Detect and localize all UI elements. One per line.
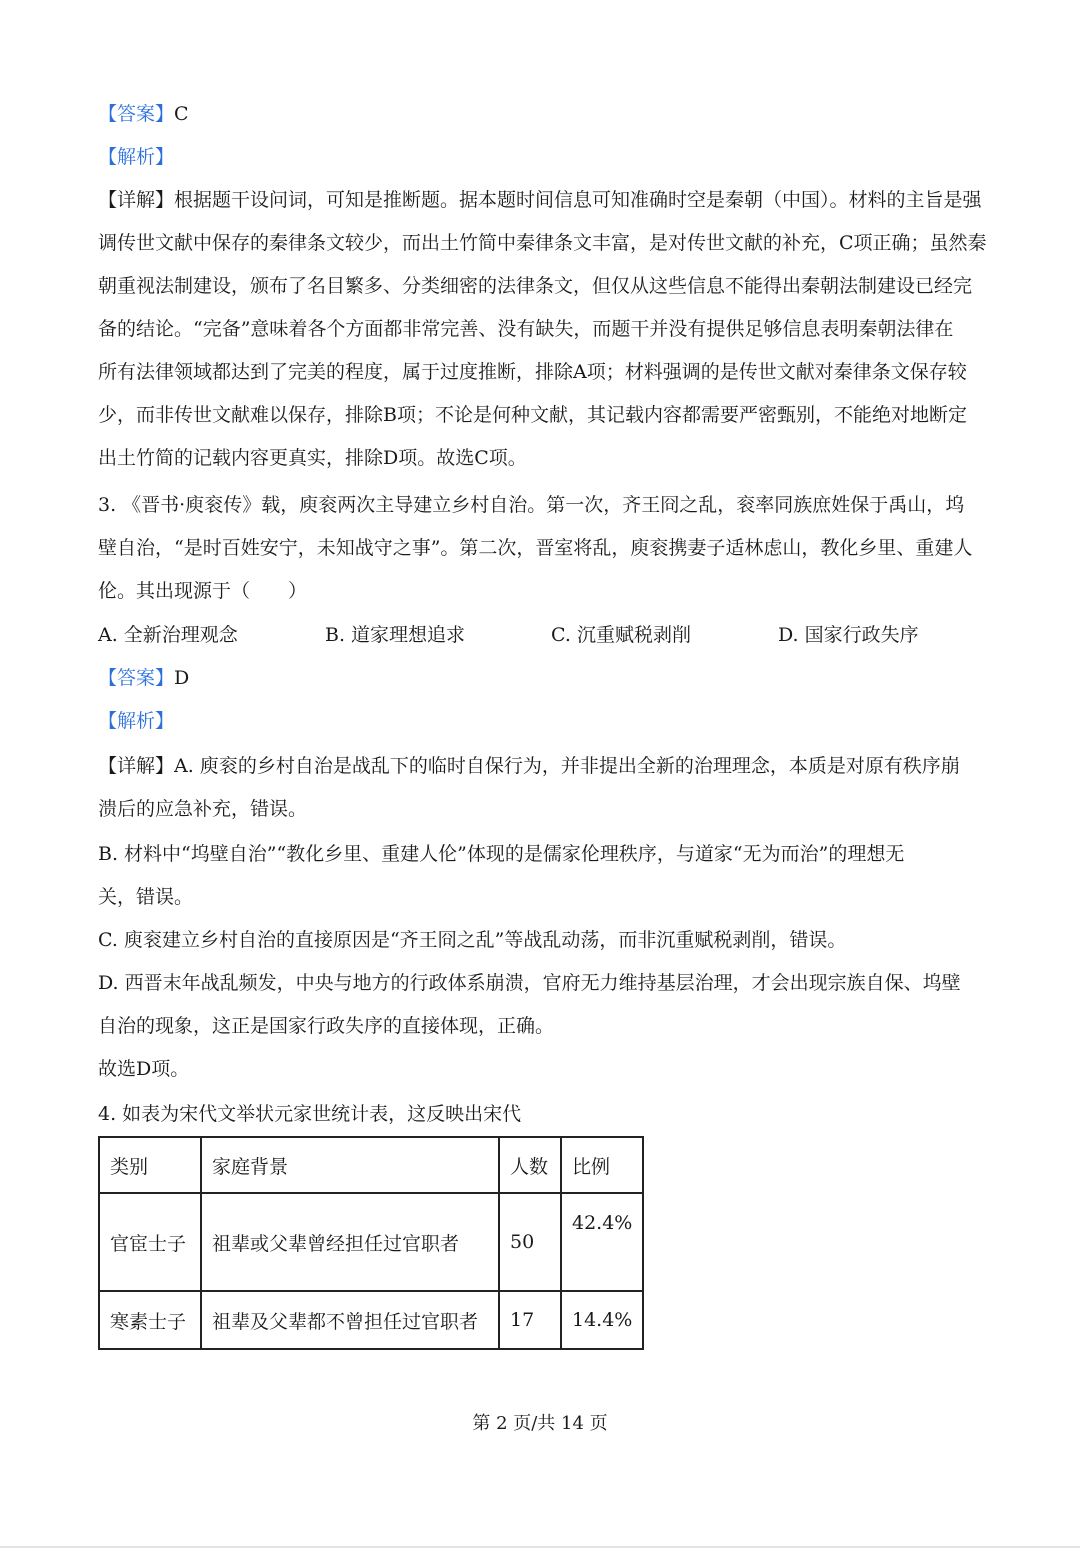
q2-answer-line (98, 100, 1008, 128)
q3-detail-line-5: C. 庾衮建立乡村自治的直接原因是“齐王冏之乱”等战乱动荡，而非沉重赋税剥削，错误。 (98, 929, 847, 951)
q2-detail-line-1 (98, 186, 1008, 214)
q3-stem-line-3: 伦。其出现源于（ ） (98, 580, 308, 602)
q3-option-c: C. 沉重赋税剥削 (551, 624, 691, 646)
q2-detail-line-4: 备的结论。“完备”意味着各个方面都非常完善、没有缺失，而题干并没有提供足够信息表明秦朝法律在 (98, 318, 954, 340)
q3-option-b: B. 道家理想追求 (325, 624, 466, 646)
table-cell: 祖辈或父辈曾经担任过官职者 (201, 1193, 499, 1291)
table-cell: 42.4% (561, 1193, 643, 1291)
q3-answer-tag: 【答案】 (98, 667, 175, 689)
q3-detail-line-8: 故选D项。 (98, 1058, 190, 1080)
q2-detail-tag: 【详解】 (98, 189, 175, 211)
table-header-cell: 类别 (99, 1137, 201, 1193)
q3-detail-line-6: D. 西晋末年战乱频发，中央与地方的行政体系崩溃，官府无力维持基层治理，才会出现宗族自保、坞壁 (98, 972, 961, 994)
q3-analysis-tag: 【解析】 (98, 710, 175, 732)
table-header-cell: 家庭背景 (201, 1137, 499, 1193)
table-row (99, 1193, 643, 1291)
q3-stem-line-2: 壁自治，“是时百姓安宁，未知战守之事”。第二次，晋室将乱，庾衮携妻子适林虑山，教化乡里、重建人 (98, 537, 973, 559)
q4-statistics-table (98, 1136, 644, 1350)
table-cell: 官宦士子 (99, 1193, 201, 1291)
q2-detail-line-6: 少，而非传世文献难以保存，排除B项；不论是何种文献，其记载内容都需要严密甄别，不能绝对地断定 (98, 404, 967, 426)
table-cell: 祖辈及父辈都不曾担任过官职者 (201, 1291, 499, 1349)
table-header-row (99, 1137, 643, 1193)
table-header-cell: 比例 (561, 1137, 643, 1193)
q2-detail-line-3: 朝重视法制建设，颁布了名目繁多、分类细密的法律条文，但仅从这些信息不能得出秦朝法制建设已经完 (98, 275, 973, 297)
q3-detail-line-4: 关，错误。 (98, 886, 194, 908)
table-cell: 寒素士子 (99, 1291, 201, 1349)
q2-answer-value: C (174, 103, 189, 125)
q3-detail-line-3: B. 材料中“坞壁自治”“教化乡里、重建人伦”体现的是儒家伦理秩序，与道家“无为而治”的理想无 (98, 843, 905, 865)
q3-detail-tag: 【详解】 (98, 755, 175, 777)
q3-detail-line-7: 自治的现象，这正是国家行政失序的直接体现，正确。 (98, 1015, 555, 1037)
q2-analysis-line (98, 143, 1008, 171)
q3-detail-text: A. 庾衮的乡村自治是战乱下的临时自保行为，并非提出全新的治理理念，本质是对原有秩序崩 (174, 755, 960, 777)
q3-analysis-line (98, 707, 1008, 735)
q2-detail-line-5: 所有法律领域都达到了完美的程度，属于过度推断，排除A项；材料强调的是传世文献对秦律条文保存较 (98, 361, 967, 383)
q3-answer-value: D (174, 667, 190, 689)
q2-detail-line-2: 调传世文献中保存的秦律条文较少，而出土竹简中秦律条文丰富，是对传世文献的补充，C项正确；虽然秦 (98, 232, 987, 254)
page-number-footer: 第 2 页/共 14 页 (472, 1413, 608, 1434)
q3-detail-line-1 (98, 752, 1008, 780)
q2-answer-tag: 【答案】 (98, 103, 175, 125)
table-cell: 14.4% (561, 1291, 643, 1349)
table-cell: 50 (499, 1193, 561, 1291)
table-cell: 17 (499, 1291, 561, 1349)
q3-answer-line (98, 664, 1008, 692)
q3-option-a: A. 全新治理观念 (98, 624, 238, 646)
q2-detail-line-7: 出土竹简的记载内容更真实，排除D项。故选C项。 (98, 447, 527, 469)
q2-analysis-tag: 【解析】 (98, 146, 175, 168)
q4-stem: 4. 如表为宋代文举状元家世统计表，这反映出宋代 (98, 1103, 522, 1125)
q2-detail-text: 根据题干设问词，可知是推断题。据本题时间信息可知准确时空是秦朝（中国）。材料的主旨是强 (174, 189, 982, 211)
q3-option-d: D. 国家行政失序 (778, 624, 919, 646)
q3-stem-line-1: 3. 《晋书·庾衮传》载，庾衮两次主导建立乡村自治。第一次，齐王冏之乱，衮率同族庶姓保于禹山，坞 (98, 494, 965, 516)
bottom-divider (0, 1546, 1080, 1548)
table-row (99, 1291, 643, 1349)
q3-detail-line-2: 溃后的应急补充，错误。 (98, 798, 308, 820)
table-header-cell: 人数 (499, 1137, 561, 1193)
